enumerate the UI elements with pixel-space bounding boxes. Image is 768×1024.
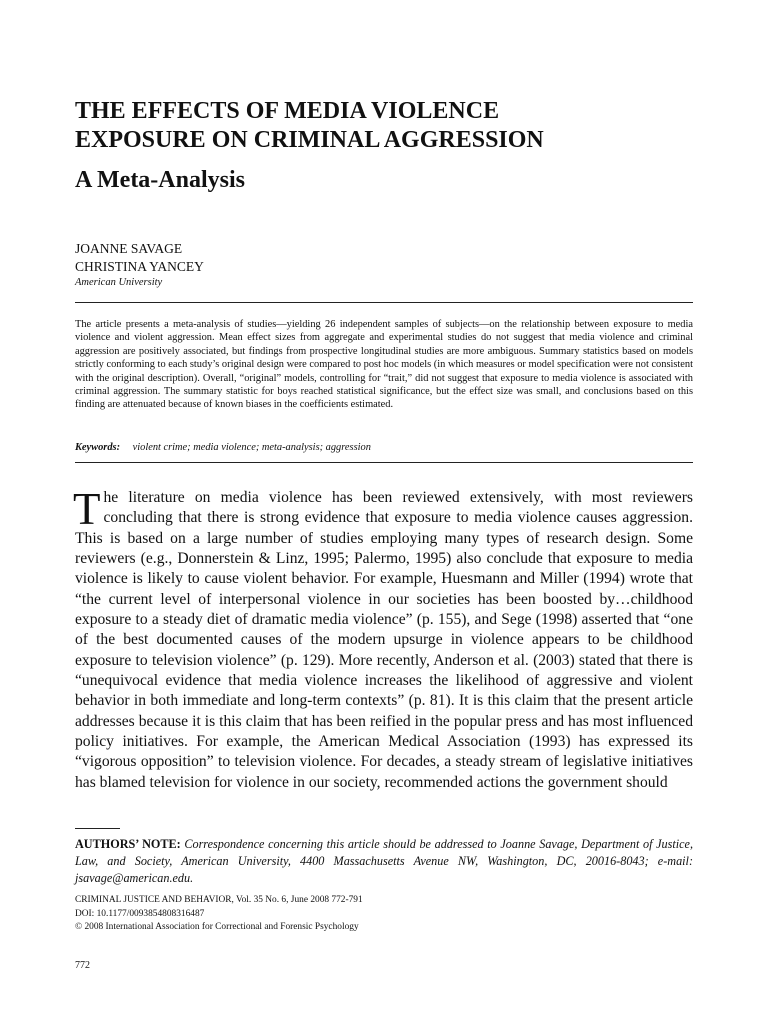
author-block: [75, 240, 204, 290]
page-number: 772: [75, 960, 90, 971]
article-title-line-1: THE EFFECTS OF MEDIA VIOLENCE: [75, 98, 500, 124]
citation-doi-line: DOI: 10.1177/0093854808316487: [75, 908, 205, 919]
abstract-bottom-rule: [75, 462, 693, 463]
authors-note-label: AUTHORS’ NOTE:: [75, 837, 181, 851]
authors-note: [75, 836, 693, 886]
author-name-1: JOANNE SAVAGE: [75, 241, 183, 256]
article-title-line-2: EXPOSURE ON CRIMINAL AGGRESSION: [75, 127, 544, 153]
citation-journal-line: CRIMINAL JUSTICE AND BEHAVIOR, Vol. 35 No. 6, June 2008 772-791: [75, 895, 363, 905]
article-title: [75, 97, 693, 155]
journal-citation: [75, 894, 363, 935]
keywords-list: violent crime; media violence; meta-analysis; aggression: [132, 442, 371, 453]
abstract-top-rule: [75, 302, 693, 303]
article-subtitle: A Meta-Analysis: [75, 167, 245, 193]
drop-cap: T: [73, 484, 101, 534]
citation-copyright-line: © 2008 International Association for Correctional and Forensic Psychology: [75, 922, 359, 933]
author-affiliation: American University: [75, 277, 163, 288]
authors-note-text: Correspondence concerning this article should be addressed to Joanne Savage, Department of Justice, Law, and Society, American University, 4400 Massachusetts Avenue NW, Washington, DC, 20016-8043; e-mail: jsavage@american.edu.: [75, 837, 694, 885]
body-paragraph-text: he literature on media violence has been reviewed extensively, with most reviewers concluding that there is strong evidence that exposure to media violence causes aggression. This is based on a large number of studies employing many types of research design. Some reviewers (e.g., Donnerstein & Linz, 1995; Palermo, 1995) also conclude that exposure to media violence is likely to cause violent behavior. For example, Huesmann and Miller (1994) wrote that “the current level of interpersonal violence in our societies has been boosted by…childhood exposure to a steady diet of dramatic media violence” (p. 155), and Sege (1998) asserted that “one of the best documented causes of the modern upsurge in violence appears to be childhood exposure to television violence” (p. 129). More recently, Anderson et al. (2003) stated that there is “unequivocal evidence that media violence increases the likelihood of aggressive and violent behavior in both immediate and long-term contexts” (p. 81). It is this claim that the present article addresses because it is this claim that has been reified in the popular press and has most influenced policy initiatives. For example, the American Medical Association (1993) has expressed its “vigorous opposition” to television violence. For decades, a steady stream of legislative initiatives has blamed television for violence in our society, recommended actions the government should: [75, 489, 693, 791]
abstract-text: The article presents a meta-analysis of studies—yielding 26 independent samples of subjects—on the relationship between exposure to media violence and violent aggression. Mean effect sizes from aggregate and experimental studies do not suggest that media violence and criminal aggression are positively associated, but findings from prospective longitudinal studies are more ambiguous. Summary statistics based on models strictly conforming to each study’s original design were compared to post hoc models (in which measures or model specification were not consistent with the original description). Overall, “original” models, controlling for “trait,” did not suggest that exposure to media violence is associated with criminal aggression. The summary statistic for boys reached statistical significance, but the effect size was small, and conclusions based on this finding are attenuated because of known biases in the coefficients estimated.: [75, 319, 693, 411]
author-name-2: CHRISTINA YANCEY: [75, 259, 204, 274]
footnote-rule: [75, 828, 120, 829]
keywords-line: [75, 441, 693, 455]
body-paragraph: [73, 484, 693, 793]
keywords-label: Keywords:: [75, 442, 121, 453]
